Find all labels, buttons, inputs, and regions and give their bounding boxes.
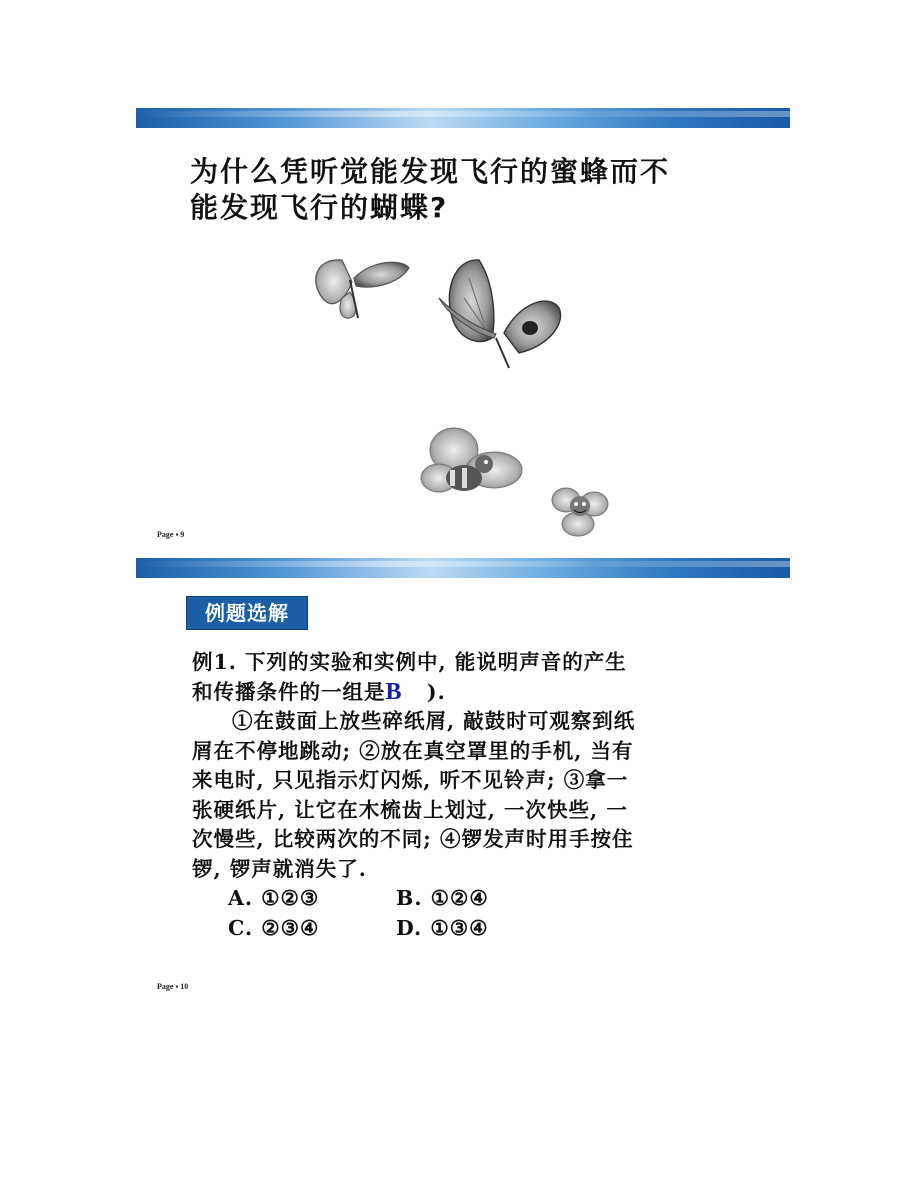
option-d: D. ①③④: [396, 915, 489, 940]
question-text: [190, 154, 750, 226]
slide-page-9: [136, 108, 790, 548]
problem-text: [192, 648, 752, 943]
page-label: Page ▪ 10: [157, 982, 189, 991]
insects-illustration: [304, 238, 634, 548]
question-line: 能发现飞行的蝴蝶?: [190, 191, 449, 224]
problem-line: 屑在不停地跳动; ②放在真空罩里的手机, 当有: [192, 738, 634, 763]
option-a: A. ①②③: [228, 886, 320, 910]
answer-mark: B: [385, 678, 403, 705]
question-line: 为什么凭听觉能发现飞行的蜜蜂而不: [190, 155, 671, 188]
option-c: C. ②③④: [228, 915, 320, 940]
option-b: B. ①②④: [396, 886, 489, 910]
slide-page-10: [136, 558, 790, 978]
butterfly-icon: [439, 260, 561, 368]
header-band: [136, 558, 790, 578]
problem-line-suffix: ).: [402, 679, 446, 704]
header-band: [136, 108, 790, 128]
bee-icon: [552, 488, 608, 536]
problem-line: ①在鼓面上放些碎纸屑, 敲鼓时可观察到纸: [232, 709, 636, 733]
bee-icon: [421, 428, 522, 492]
options-row: [192, 914, 752, 944]
problem-line: 来电时, 只见指示灯闪烁, 听不见铃声; ③拿一: [192, 768, 629, 792]
options-row: [192, 884, 752, 914]
problem-line-prefix: 和传播条件的一组是: [192, 679, 386, 704]
section-title: 例题选解: [186, 596, 308, 630]
butterfly-icon: [316, 260, 409, 318]
problem-line: 锣, 锣声就消失了.: [192, 856, 367, 881]
problem-line: [192, 678, 752, 708]
problem-line: 次慢些, 比较两次的不同; ④锣发声时用手按住: [192, 827, 634, 851]
page-label: Page ▪ 9: [157, 530, 185, 539]
problem-line: 例1. 下列的实验和实例中, 能说明声音的产生: [192, 650, 627, 674]
problem-line: 张硬纸片, 让它在木梳齿上划过, 一次快些, 一: [192, 797, 628, 822]
